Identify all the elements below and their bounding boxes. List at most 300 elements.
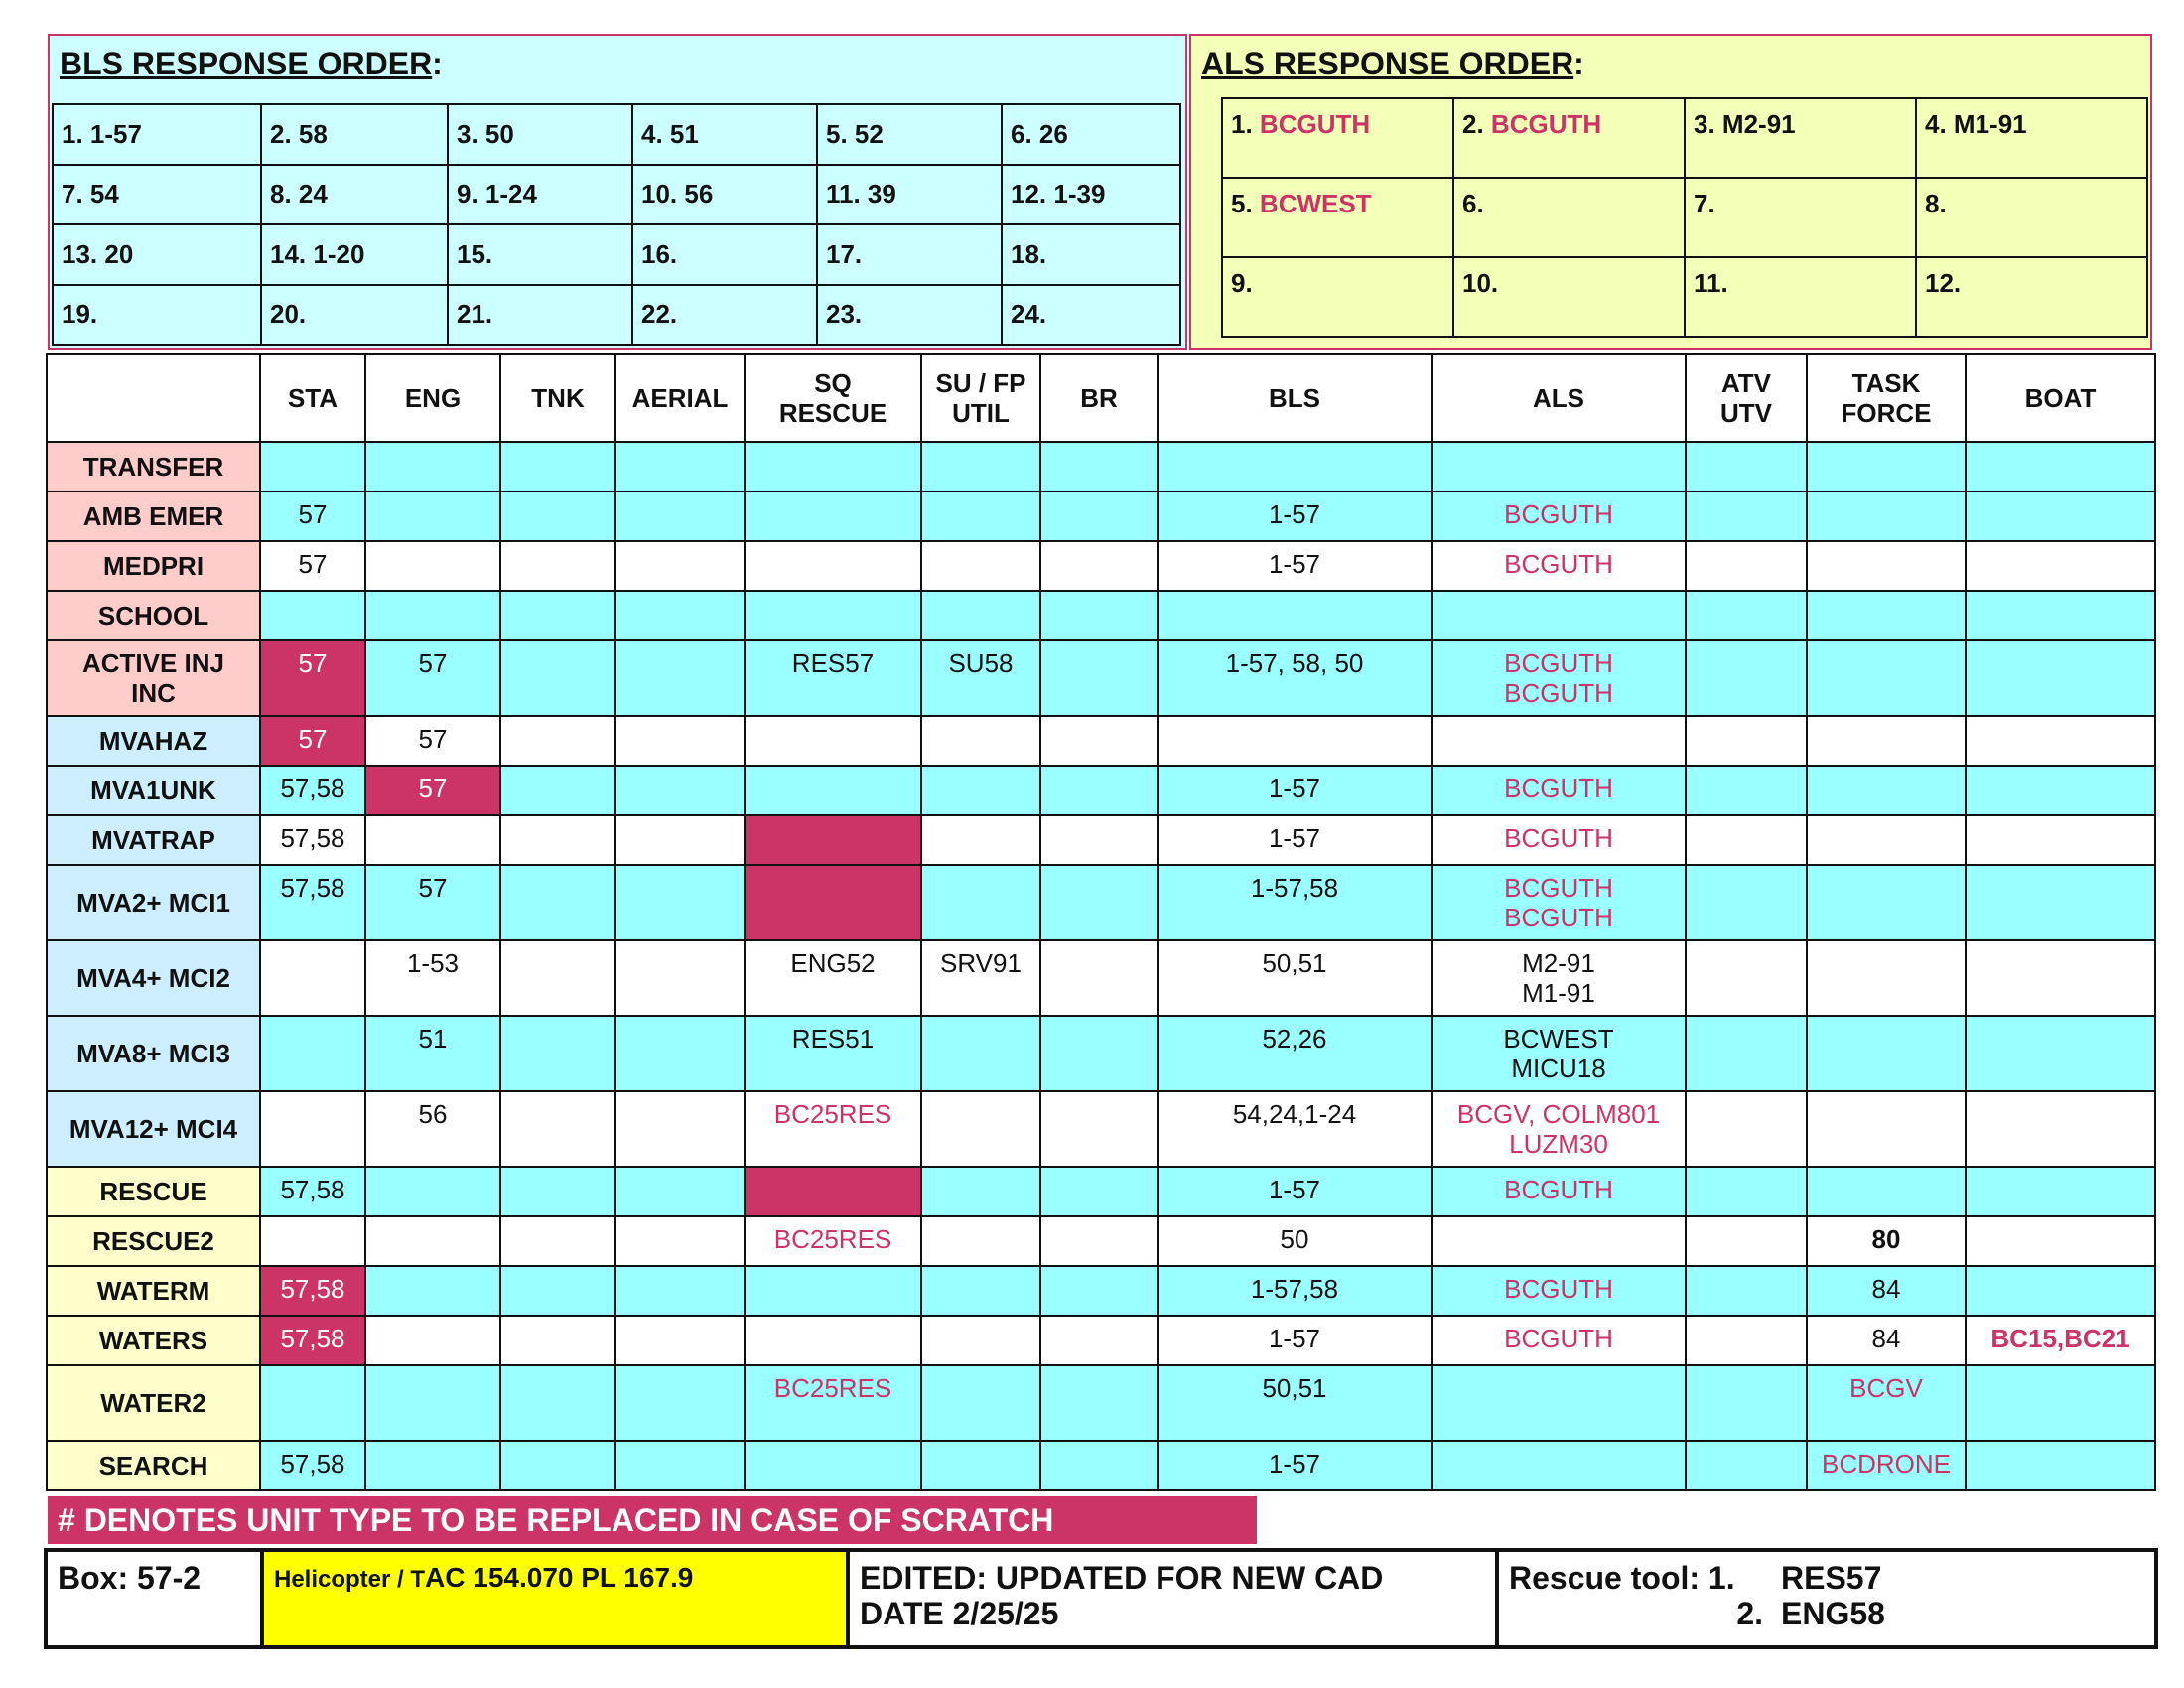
header-atv-utv: ATV UTV <box>1686 354 1807 442</box>
cell-atv-utv <box>1686 1167 1807 1216</box>
matrix-row-search <box>47 1441 2155 1490</box>
row-label: WATERS <box>47 1316 260 1365</box>
row-label: SCHOOL <box>47 591 260 640</box>
als-title: ALS RESPONSE ORDER: <box>1201 46 1584 81</box>
bls-title: BLS RESPONSE ORDER: <box>60 46 443 81</box>
bls-order-slot: 13. 20 <box>53 224 261 285</box>
cell-als: M2-91 M1-91 <box>1432 940 1686 1016</box>
row-label: MVATRAP <box>47 815 260 865</box>
header-eng: ENG <box>365 354 500 442</box>
cell-aerial <box>615 442 745 492</box>
cell-bls: 1-57 <box>1158 1441 1432 1490</box>
cell-sq-rescue <box>745 716 921 766</box>
cell-als: BCGUTH <box>1432 766 1686 815</box>
cell-bls: 52,26 <box>1158 1016 1432 1091</box>
cell-eng <box>365 1316 500 1365</box>
bls-order-slot: 6. 26 <box>1002 104 1180 165</box>
row-label: TRANSFER <box>47 442 260 492</box>
bls-order-slot: 4. 51 <box>632 104 817 165</box>
cell-su-fp-util <box>921 1216 1040 1266</box>
cell-bls: 50,51 <box>1158 940 1432 1016</box>
cell-su-fp-util <box>921 1316 1040 1365</box>
cell-boat <box>1966 1167 2155 1216</box>
cell-als <box>1432 1216 1686 1266</box>
als-response-order-panel <box>1189 34 2152 350</box>
cell-bls: 50 <box>1158 1216 1432 1266</box>
cell-aerial <box>615 766 745 815</box>
header-tnk: TNK <box>500 354 615 442</box>
cell-als: BCGV, COLM801 LUZM30 <box>1432 1091 1686 1167</box>
cell-aerial <box>615 1216 745 1266</box>
cell-boat <box>1966 865 2155 940</box>
cell-sta <box>260 1091 365 1167</box>
cell-atv-utv <box>1686 1216 1807 1266</box>
cell-su-fp-util <box>921 1091 1040 1167</box>
cell-br <box>1040 492 1158 541</box>
cell-eng <box>365 815 500 865</box>
row-label: RESCUE <box>47 1167 260 1216</box>
cell-eng: 57 <box>365 640 500 716</box>
als-order-slot <box>1222 178 1453 257</box>
cell-eng <box>365 1441 500 1490</box>
rescue-tool-list <box>1497 1550 2156 1647</box>
cell-task-force: 84 <box>1807 1316 1966 1365</box>
row-label: AMB EMER <box>47 492 260 541</box>
bls-order-slot: 5. 52 <box>817 104 1002 165</box>
cell-br <box>1040 1091 1158 1167</box>
bls-order-slot: 16. <box>632 224 817 285</box>
row-label: MEDPRI <box>47 541 260 591</box>
cell-bls: 1-57 <box>1158 492 1432 541</box>
cell-sta: 57,58 <box>260 1441 365 1490</box>
cell-tnk <box>500 940 615 1016</box>
cell-tnk <box>500 1266 615 1316</box>
bls-order-slot: 18. <box>1002 224 1180 285</box>
als-order-slot <box>1453 257 1685 337</box>
cell-bls: 1-57,58 <box>1158 865 1432 940</box>
cell-als: BCGUTH <box>1432 1266 1686 1316</box>
cell-bls <box>1158 591 1432 640</box>
cell-atv-utv <box>1686 865 1807 940</box>
cell-task-force: 84 <box>1807 1266 1966 1316</box>
cell-sta: 57,58 <box>260 815 365 865</box>
cell-br <box>1040 1167 1158 1216</box>
cell-sq-rescue <box>745 1316 921 1365</box>
matrix-row-mva4-mci2 <box>47 940 2155 1016</box>
cell-sta: 57 <box>260 492 365 541</box>
cell-bls: 1-57 <box>1158 1316 1432 1365</box>
als-order-slot <box>1222 257 1453 337</box>
cell-eng <box>365 1216 500 1266</box>
bls-order-row <box>53 104 1180 165</box>
cell-aerial <box>615 1266 745 1316</box>
matrix-row-rescue <box>47 1167 2155 1216</box>
cell-atv-utv <box>1686 591 1807 640</box>
bls-order-slot: 11. 39 <box>817 165 1002 225</box>
cell-als: BCGUTH BCGUTH <box>1432 865 1686 940</box>
bls-order-grid <box>52 103 1181 346</box>
cell-tnk <box>500 1216 615 1266</box>
header-br: BR <box>1040 354 1158 442</box>
header-sta: STA <box>260 354 365 442</box>
cell-su-fp-util <box>921 1266 1040 1316</box>
cell-br <box>1040 766 1158 815</box>
edited-line: EDITED: UPDATED FOR NEW CAD <box>860 1560 1384 1596</box>
bls-order-slot: 19. <box>53 285 261 346</box>
row-label: WATER2 <box>47 1365 260 1441</box>
cell-als <box>1432 1365 1686 1441</box>
cell-atv-utv <box>1686 442 1807 492</box>
cell-task-force <box>1807 640 1966 716</box>
cell-su-fp-util <box>921 1441 1040 1490</box>
cell-als: BCGUTH <box>1432 541 1686 591</box>
row-label: WATERM <box>47 1266 260 1316</box>
cell-boat <box>1966 1266 2155 1316</box>
bls-order-slot: 17. <box>817 224 1002 285</box>
bls-order-slot: 1. 1-57 <box>53 104 261 165</box>
cell-task-force <box>1807 591 1966 640</box>
cell-sq-rescue: BC25RES <box>745 1091 921 1167</box>
cell-eng: 56 <box>365 1091 500 1167</box>
cell-sta <box>260 591 365 640</box>
bls-order-slot: 3. 50 <box>448 104 632 165</box>
cell-sq-rescue <box>745 442 921 492</box>
cell-sq-rescue <box>745 591 921 640</box>
cell-br <box>1040 1266 1158 1316</box>
als-order-row <box>1222 257 2147 337</box>
matrix-row-mva8-mci3 <box>47 1016 2155 1091</box>
cell-aerial <box>615 541 745 591</box>
als-slot-number: 2. <box>1462 109 1484 139</box>
matrix-row-mva1unk <box>47 766 2155 815</box>
bls-order-slot: 21. <box>448 285 632 346</box>
matrix-row-waterm <box>47 1266 2155 1316</box>
bls-response-order-panel <box>48 34 1187 350</box>
rescue-tool-label: Rescue tool: 1. <box>1509 1560 1735 1596</box>
als-slot-number: 11. <box>1694 268 1728 298</box>
bls-order-row <box>53 165 1180 225</box>
cell-tnk <box>500 591 615 640</box>
cell-atv-utv <box>1686 492 1807 541</box>
cell-sta <box>260 940 365 1016</box>
cell-bls <box>1158 442 1432 492</box>
cell-su-fp-util <box>921 492 1040 541</box>
bls-order-slot: 20. <box>261 285 448 346</box>
matrix-row-active-inj-inc <box>47 640 2155 716</box>
cell-task-force: 80 <box>1807 1216 1966 1266</box>
date-line: DATE 2/25/25 <box>860 1596 1059 1631</box>
cell-aerial <box>615 492 745 541</box>
cell-task-force <box>1807 1016 1966 1091</box>
row-label: MVAHAZ <box>47 716 260 766</box>
cell-boat <box>1966 766 2155 815</box>
bls-order-slot: 10. 56 <box>632 165 817 225</box>
cell-atv-utv <box>1686 1266 1807 1316</box>
als-slot-number: 7. <box>1694 189 1715 218</box>
cell-bls: 1-57, 58, 50 <box>1158 640 1432 716</box>
cell-eng <box>365 591 500 640</box>
cell-tnk <box>500 442 615 492</box>
cell-boat <box>1966 1016 2155 1091</box>
cell-boat <box>1966 541 2155 591</box>
cell-su-fp-util <box>921 815 1040 865</box>
cell-aerial <box>615 1365 745 1441</box>
cell-eng <box>365 492 500 541</box>
cell-sq-rescue <box>745 492 921 541</box>
cell-atv-utv <box>1686 1316 1807 1365</box>
cell-eng <box>365 442 500 492</box>
cell-als: BCWEST MICU18 <box>1432 1016 1686 1091</box>
cell-sta: 57,58 <box>260 1266 365 1316</box>
cell-task-force: BCDRONE <box>1807 1441 1966 1490</box>
cell-task-force <box>1807 940 1966 1016</box>
cell-sta: 57,58 <box>260 865 365 940</box>
cell-sq-rescue <box>745 766 921 815</box>
cell-sta: 57 <box>260 716 365 766</box>
cell-sq-rescue <box>745 1441 921 1490</box>
cell-atv-utv <box>1686 541 1807 591</box>
cell-task-force <box>1807 1091 1966 1167</box>
bls-order-slot: 15. <box>448 224 632 285</box>
cell-task-force: BCGV <box>1807 1365 1966 1441</box>
cell-tnk <box>500 1365 615 1441</box>
cell-bls: 1-57 <box>1158 1167 1432 1216</box>
cell-sta: 57 <box>260 541 365 591</box>
cell-als <box>1432 1441 1686 1490</box>
cell-br <box>1040 591 1158 640</box>
cell-eng: 51 <box>365 1016 500 1091</box>
cell-boat: BC15,BC21 <box>1966 1316 2155 1365</box>
als-order-slot <box>1453 178 1685 257</box>
cell-br <box>1040 1316 1158 1365</box>
matrix-row-medpri <box>47 541 2155 591</box>
cell-task-force <box>1807 716 1966 766</box>
cell-task-force <box>1807 541 1966 591</box>
als-order-slot <box>1685 257 1916 337</box>
cell-tnk <box>500 640 615 716</box>
als-slot-number: 9. <box>1231 268 1253 298</box>
cell-sq-rescue <box>745 865 921 940</box>
edited-note <box>848 1550 1497 1647</box>
cell-sta <box>260 1016 365 1091</box>
cell-boat <box>1966 1365 2155 1441</box>
matrix-row-amb-emer <box>47 492 2155 541</box>
cell-task-force <box>1807 442 1966 492</box>
cell-aerial <box>615 865 745 940</box>
als-order-row <box>1222 98 2147 178</box>
bls-order-slot: 7. 54 <box>53 165 261 225</box>
cell-sta: 57,58 <box>260 766 365 815</box>
cell-sq-rescue: RES51 <box>745 1016 921 1091</box>
scratch-notice-banner: # DENOTES UNIT TYPE TO BE REPLACED IN CASE OF SCRATCH <box>48 1496 1257 1544</box>
cell-tnk <box>500 1316 615 1365</box>
cell-su-fp-util <box>921 1016 1040 1091</box>
response-matrix <box>46 353 2156 1491</box>
cell-aerial <box>615 815 745 865</box>
bls-order-slot: 23. <box>817 285 1002 346</box>
row-label: MVA4+ MCI2 <box>47 940 260 1016</box>
matrix-row-school <box>47 591 2155 640</box>
cell-aerial <box>615 640 745 716</box>
cell-aerial <box>615 716 745 766</box>
cell-su-fp-util <box>921 1167 1040 1216</box>
matrix-row-mva2-mci1 <box>47 865 2155 940</box>
cell-su-fp-util <box>921 766 1040 815</box>
als-slot-unit: BCGUTH <box>1259 109 1371 139</box>
cell-aerial <box>615 1016 745 1091</box>
cell-aerial <box>615 1167 745 1216</box>
cell-boat <box>1966 1441 2155 1490</box>
als-slot-unit: BCWEST <box>1259 189 1372 218</box>
cell-aerial <box>615 1441 745 1490</box>
row-label: MVA2+ MCI1 <box>47 865 260 940</box>
rescue-tool-1: RES57 <box>1781 1560 1882 1596</box>
header-task-force: TASK FORCE <box>1807 354 1966 442</box>
cell-br <box>1040 1016 1158 1091</box>
cell-eng <box>365 1365 500 1441</box>
cell-br <box>1040 640 1158 716</box>
cell-atv-utv <box>1686 1365 1807 1441</box>
cell-tnk <box>500 815 615 865</box>
cell-eng: 57 <box>365 766 500 815</box>
cell-eng <box>365 1167 500 1216</box>
als-slot-number: 8. <box>1925 189 1947 218</box>
bls-order-slot: 2. 58 <box>261 104 448 165</box>
cell-eng <box>365 541 500 591</box>
cell-br <box>1040 442 1158 492</box>
cell-sq-rescue: ENG52 <box>745 940 921 1016</box>
cell-boat <box>1966 442 2155 492</box>
cell-eng <box>365 1266 500 1316</box>
als-order-slot <box>1916 257 2147 337</box>
cell-als <box>1432 716 1686 766</box>
rescue-tool-2: ENG58 <box>1781 1596 1885 1631</box>
als-slot-number: 4. <box>1925 109 1947 139</box>
cell-su-fp-util <box>921 1365 1040 1441</box>
cell-boat <box>1966 940 2155 1016</box>
cell-tnk <box>500 1441 615 1490</box>
als-slot-unit: M2-91 <box>1721 109 1796 139</box>
bls-order-slot: 8. 24 <box>261 165 448 225</box>
box-number: Box: 57-2 <box>46 1550 262 1647</box>
cell-aerial <box>615 1316 745 1365</box>
cell-atv-utv <box>1686 766 1807 815</box>
cell-br <box>1040 865 1158 940</box>
cell-br <box>1040 541 1158 591</box>
als-slot-number: 12. <box>1925 268 1962 298</box>
cell-bls: 54,24,1-24 <box>1158 1091 1432 1167</box>
cell-sta: 57,58 <box>260 1316 365 1365</box>
als-order-slot <box>1916 98 2147 178</box>
cell-sq-rescue: BC25RES <box>745 1365 921 1441</box>
cell-task-force <box>1807 815 1966 865</box>
header-aerial: AERIAL <box>615 354 745 442</box>
cell-atv-utv <box>1686 1016 1807 1091</box>
matrix-row-rescue2 <box>47 1216 2155 1266</box>
cell-boat <box>1966 716 2155 766</box>
als-order-slot <box>1222 98 1453 178</box>
cell-als: BCGUTH BCGUTH <box>1432 640 1686 716</box>
bls-order-slot: 22. <box>632 285 817 346</box>
cell-su-fp-util: SRV91 <box>921 940 1040 1016</box>
cell-br <box>1040 716 1158 766</box>
cell-als <box>1432 442 1686 492</box>
cell-aerial <box>615 591 745 640</box>
cell-boat <box>1966 1216 2155 1266</box>
cell-tnk <box>500 1167 615 1216</box>
cell-bls: 1-57,58 <box>1158 1266 1432 1316</box>
bls-order-slot: 14. 1-20 <box>261 224 448 285</box>
cell-su-fp-util <box>921 591 1040 640</box>
footer-info-table <box>44 1548 2158 1649</box>
row-label: SEARCH <box>47 1441 260 1490</box>
cell-eng: 57 <box>365 865 500 940</box>
als-slot-number: 6. <box>1462 189 1484 218</box>
bls-order-slot: 12. 1-39 <box>1002 165 1180 225</box>
als-order-slot <box>1685 178 1916 257</box>
cell-task-force <box>1807 865 1966 940</box>
cell-su-fp-util <box>921 716 1040 766</box>
cell-sq-rescue: RES57 <box>745 640 921 716</box>
cell-br <box>1040 1365 1158 1441</box>
cell-als: BCGUTH <box>1432 1316 1686 1365</box>
row-label: MVA12+ MCI4 <box>47 1091 260 1167</box>
cell-su-fp-util <box>921 865 1040 940</box>
header-corner <box>47 354 260 442</box>
cell-eng: 1-53 <box>365 940 500 1016</box>
als-order-row <box>1222 178 2147 257</box>
header-sq-rescue: SQ RESCUE <box>745 354 921 442</box>
cell-atv-utv <box>1686 815 1807 865</box>
cell-atv-utv <box>1686 1441 1807 1490</box>
cell-br <box>1040 1441 1158 1490</box>
als-order-slot <box>1453 98 1685 178</box>
als-order-slot <box>1685 98 1916 178</box>
cell-als: BCGUTH <box>1432 1167 1686 1216</box>
cell-atv-utv <box>1686 640 1807 716</box>
cell-tnk <box>500 766 615 815</box>
cell-boat <box>1966 591 2155 640</box>
cell-br <box>1040 940 1158 1016</box>
cell-bls: 1-57 <box>1158 815 1432 865</box>
cell-sq-rescue <box>745 1167 921 1216</box>
matrix-row-mvahaz <box>47 716 2155 766</box>
cell-br <box>1040 1216 1158 1266</box>
cell-atv-utv <box>1686 716 1807 766</box>
matrix-row-water2 <box>47 1365 2155 1441</box>
row-label: ACTIVE INJ INC <box>47 640 260 716</box>
cell-boat <box>1966 492 2155 541</box>
matrix-row-transfer <box>47 442 2155 492</box>
cell-boat <box>1966 640 2155 716</box>
cell-atv-utv <box>1686 1091 1807 1167</box>
cell-task-force <box>1807 766 1966 815</box>
als-slot-unit: BCGUTH <box>1490 109 1602 139</box>
header-als: ALS <box>1432 354 1686 442</box>
bls-order-slot: 24. <box>1002 285 1180 346</box>
bls-order-slot: 9. 1-24 <box>448 165 632 225</box>
row-label: MVA8+ MCI3 <box>47 1016 260 1091</box>
header-bls: BLS <box>1158 354 1432 442</box>
cell-boat <box>1966 815 2155 865</box>
cell-tnk <box>500 716 615 766</box>
cell-aerial <box>615 940 745 1016</box>
cell-als: BCGUTH <box>1432 815 1686 865</box>
als-slot-number: 10. <box>1462 268 1499 298</box>
cell-sq-rescue <box>745 1266 921 1316</box>
cell-tnk <box>500 1016 615 1091</box>
cell-tnk <box>500 492 615 541</box>
